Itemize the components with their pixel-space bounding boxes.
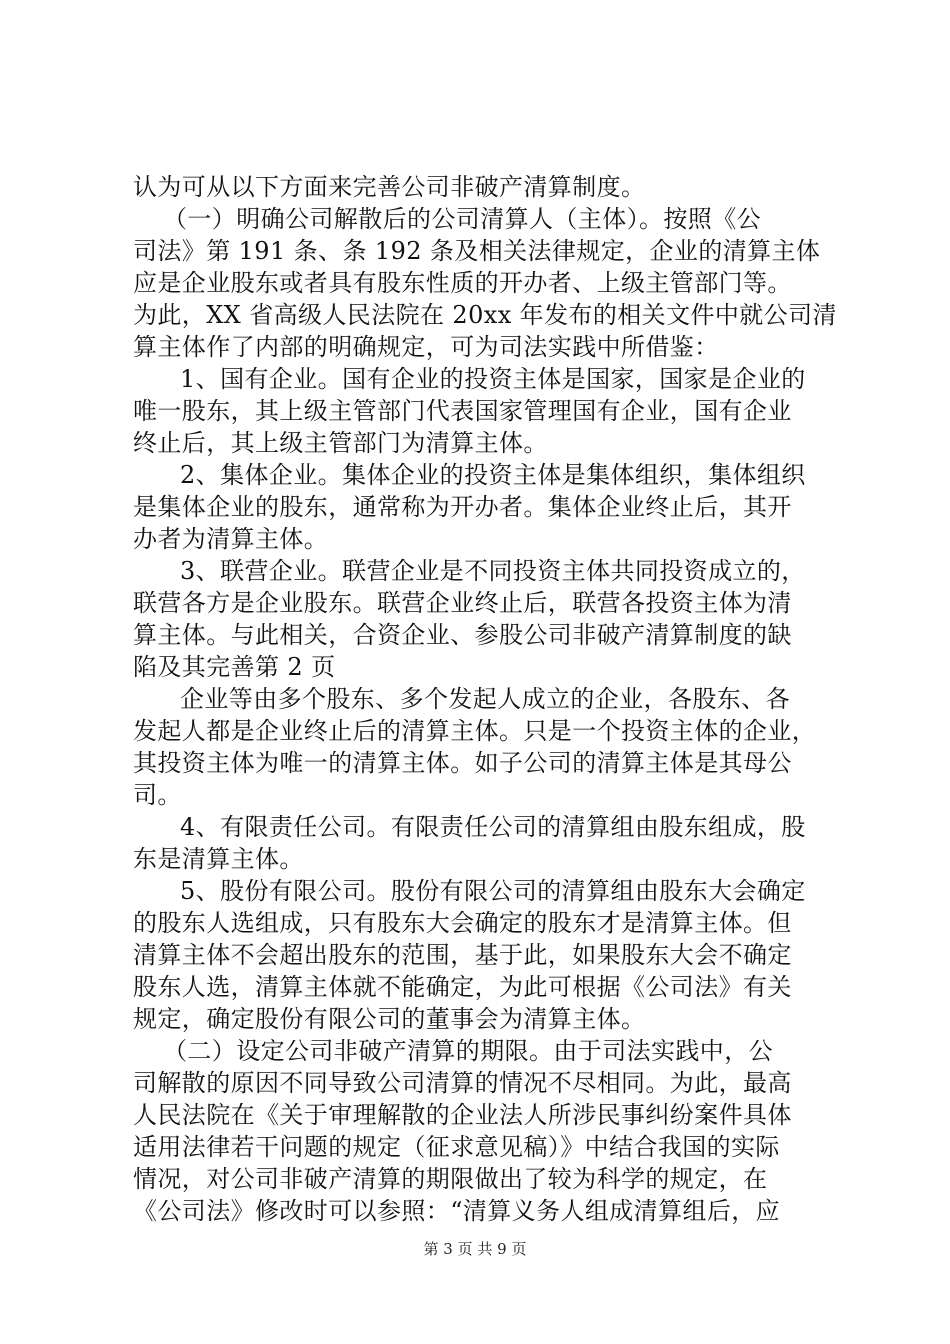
text-line: 清算主体不会超出股东的范围，基于此，如果股东大会不确定 xyxy=(133,941,792,969)
text-line: 《公司法》修改时可以参照：“清算义务人组成清算组后，应 xyxy=(133,1197,781,1225)
text-line: 其投资主体为唯一的清算主体。如子公司的清算主体是其母公 xyxy=(133,749,792,777)
text-line: 适用法律若干问题的规定（征求意见稿）》中结合我国的实际 xyxy=(133,1133,780,1161)
text-line: 司解散的原因不同导致公司清算的情况不尽相同。为此，最高 xyxy=(133,1069,792,1097)
text-line: 认为可从以下方面来完善公司非破产清算制度。 xyxy=(133,173,646,201)
text-line: 规定，确定股份有限公司的董事会为清算主体。 xyxy=(133,1005,646,1033)
text-line: 的股东人选组成，只有股东大会确定的股东才是清算主体。但 xyxy=(133,909,792,937)
text-line: 是集体企业的股东，通常称为开办者。集体企业终止后，其开 xyxy=(133,493,792,521)
text-line: 算主体。与此相关，合资企业、参股公司非破产清算制度的缺 xyxy=(133,621,792,649)
text-line: 4、有限责任公司。有限责任公司的清算组由股东组成，股 xyxy=(180,813,806,841)
text-line: 为此，XX 省高级人民法院在 20xx 年发布的相关文件中就公司清 xyxy=(133,301,837,329)
text-line: 司法》第 191 条、条 192 条及相关法律规定，企业的清算主体 xyxy=(133,237,821,265)
text-line: 5、股份有限公司。股份有限公司的清算组由股东大会确定 xyxy=(180,877,806,905)
text-line: 司。 xyxy=(133,781,182,809)
text-line: 发起人都是企业终止后的清算主体。只是一个投资主体的企业， xyxy=(133,717,817,745)
text-line: 企业等由多个股东、多个发起人成立的企业，各股东、各 xyxy=(180,685,790,713)
text-line: （一）明确公司解散后的公司清算人（主体）。按照《公 xyxy=(163,205,761,233)
text-line: 算主体作了内部的明确规定，可为司法实践中所借鉴： xyxy=(133,333,719,361)
text-line: 联营各方是企业股东。联营企业终止后，联营各投资主体为清 xyxy=(133,589,792,617)
text-line: （二）设定公司非破产清算的期限。由于司法实践中，公 xyxy=(163,1037,773,1065)
text-line: 陷及其完善第 2 页 xyxy=(133,653,336,681)
page-number-footer: 第 3 页 共 9 页 xyxy=(423,1240,527,1258)
text-line: 东是清算主体。 xyxy=(133,845,304,873)
text-line: 唯一股东，其上级主管部门代表国家管理国有企业，国有企业 xyxy=(133,397,792,425)
text-line: 1、国有企业。国有企业的投资主体是国家，国家是企业的 xyxy=(180,365,806,393)
text-line: 办者为清算主体。 xyxy=(133,525,329,553)
text-line: 股东人选，清算主体就不能确定，为此可根据《公司法》有关 xyxy=(133,973,792,1001)
text-line: 2、集体企业。集体企业的投资主体是集体组织，集体组织 xyxy=(180,461,806,489)
text-line: 人民法院在《关于审理解散的企业法人所涉民事纠纷案件具体 xyxy=(133,1101,792,1129)
text-line: 终止后，其上级主管部门为清算主体。 xyxy=(133,429,548,457)
text-line: 3、联营企业。联营企业是不同投资主体共同投资成立的， xyxy=(180,557,806,585)
text-line: 情况，对公司非破产清算的期限做出了较为科学的规定，在 xyxy=(133,1165,768,1193)
text-line: 应是企业股东或者具有股东性质的开办者、上级主管部门等。 xyxy=(133,269,792,297)
